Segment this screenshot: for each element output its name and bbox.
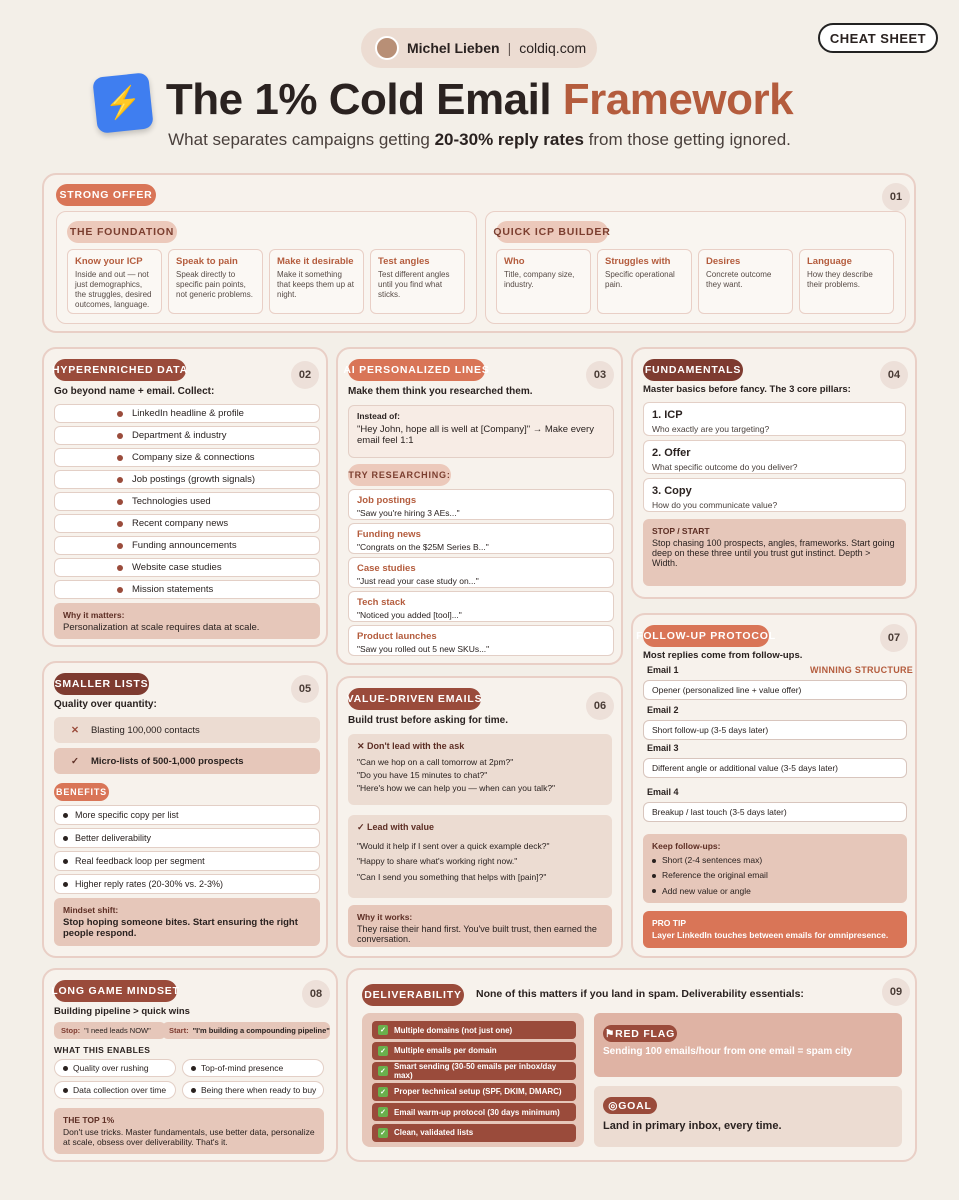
section-lead: Make them think you researched them. bbox=[348, 386, 533, 397]
enable-item bbox=[54, 1059, 176, 1077]
item-heading: Make it desirable bbox=[277, 256, 354, 267]
start-label: Start: bbox=[169, 1026, 189, 1035]
checkmark-icon: ✓ bbox=[378, 1107, 388, 1117]
dont-box bbox=[348, 734, 612, 805]
item-heading: Struggles with bbox=[605, 256, 671, 267]
keep-text: Short (2-4 sentences max) bbox=[662, 855, 763, 865]
item-heading: Who bbox=[504, 256, 525, 267]
pillar-desc: How do you communicate value? bbox=[652, 500, 778, 510]
research-heading: Product launches bbox=[357, 631, 437, 642]
dont-line: "Do you have 15 minutes to chat?" bbox=[357, 769, 488, 780]
stop-pill bbox=[54, 1022, 166, 1039]
foundation-item bbox=[269, 249, 364, 314]
research-heading: Funding news bbox=[357, 529, 421, 540]
item-desc: Concrete outcome they want. bbox=[706, 270, 772, 289]
enable-item bbox=[182, 1081, 324, 1099]
essential-text: Email warm-up protocol (30 days minimum) bbox=[394, 1107, 560, 1117]
data-item-text: Recent company news bbox=[132, 518, 229, 529]
do-line: "Happy to share what's working right now." bbox=[357, 856, 518, 867]
checkmark-icon: ✓ bbox=[378, 1046, 388, 1056]
tip-text: Layer LinkedIn touches between emails for omnipresence. bbox=[652, 930, 889, 940]
pillar-desc: What specific outcome do you deliver? bbox=[652, 462, 798, 472]
essential-item bbox=[372, 1062, 576, 1080]
essential-text: Smart sending (30-50 emails per inbox/day max) bbox=[393, 1062, 557, 1080]
section-number: 05 bbox=[291, 675, 319, 703]
lightning-bolt-icon: ⚡ bbox=[92, 72, 154, 134]
bullet bbox=[117, 477, 123, 483]
research-example: "Saw you rolled out 5 new SKUs..." bbox=[357, 644, 490, 654]
pillar-heading: 3. Copy bbox=[652, 485, 692, 497]
icp-item bbox=[597, 249, 692, 314]
top-text: Don't use tricks. Master fundamentals, use better data, personalize at scale, obsess over deliverability. That's it. bbox=[63, 1127, 315, 1147]
flag-icon: ⚑ bbox=[604, 1027, 616, 1040]
target-icon: ◎ bbox=[608, 1099, 619, 1112]
section-strong-offer bbox=[42, 173, 916, 333]
item-heading: Desires bbox=[706, 256, 741, 267]
email-step-field: Opener (personalized line + value offer) bbox=[643, 680, 907, 700]
essential-item bbox=[372, 1124, 576, 1142]
item-desc: Inside and out — not just demographics, the struggles, desired outcomes, language. bbox=[75, 270, 152, 309]
pro-tip-box bbox=[643, 911, 907, 948]
essential-item bbox=[372, 1042, 576, 1060]
bullet bbox=[63, 859, 68, 864]
top-one-percent-box bbox=[54, 1108, 324, 1154]
item-desc: Make it something that keeps them up at night. bbox=[277, 270, 354, 299]
mindset-text: Stop hoping someone bites. Start ensuring the right people respond. bbox=[63, 917, 298, 939]
section-number: 07 bbox=[880, 624, 908, 652]
keep-text: Add new value or angle bbox=[662, 885, 751, 896]
title-accent: Framework bbox=[562, 75, 794, 124]
essential-item bbox=[372, 1103, 576, 1121]
data-item-row bbox=[54, 426, 320, 445]
benefit-item bbox=[54, 851, 320, 871]
section-lead: Building pipeline > quick wins bbox=[54, 1006, 190, 1017]
data-item-text: Job postings (growth signals) bbox=[132, 474, 256, 485]
email-label: Email 2 bbox=[647, 705, 679, 715]
enables-heading: WHAT THIS ENABLES bbox=[54, 1045, 151, 1055]
icp-tag: QUICK ICP BUILDER bbox=[496, 221, 608, 243]
checkmark-icon: ✓ bbox=[378, 1066, 388, 1076]
enable-text: Being there when ready to buy bbox=[201, 1085, 317, 1095]
mindset-box bbox=[54, 898, 320, 946]
section-tag: STRONG OFFER bbox=[56, 184, 156, 206]
bullet bbox=[117, 499, 123, 505]
section-lead: None of this matters if you land in spam. Deliverability essentials: bbox=[476, 988, 804, 1000]
bullet bbox=[63, 1088, 68, 1093]
benefit-item bbox=[54, 805, 320, 825]
section-tag: FUNDAMENTALS bbox=[643, 359, 743, 381]
goal-tag bbox=[603, 1097, 657, 1114]
icp-item bbox=[496, 249, 591, 314]
icp-item bbox=[698, 249, 793, 314]
foundation-tag: THE FOUNDATION bbox=[67, 221, 177, 243]
why-text: Personalization at scale requires data at scale. bbox=[63, 622, 260, 633]
section-number: 01 bbox=[882, 183, 910, 211]
stop-start-box bbox=[643, 519, 906, 586]
bullet bbox=[191, 1088, 196, 1093]
instead-text: "Hey John, hope all is well at [Company]" → Make every email feel 1:1 bbox=[357, 424, 594, 446]
research-heading: Case studies bbox=[357, 563, 416, 574]
stop-text: Stop chasing 100 prospects, angles, frameworks. Start going deep on these three until you trust gut instinct. Depth > Width. bbox=[652, 538, 895, 568]
keep-text: Reference the original email bbox=[662, 870, 768, 881]
essential-text: Clean, validated lists bbox=[394, 1128, 474, 1137]
bullet bbox=[117, 411, 123, 417]
essential-item bbox=[372, 1021, 576, 1039]
do-heading bbox=[357, 822, 603, 833]
essential-text: Proper technical setup (SPF, DKIM, DMARC) bbox=[394, 1087, 562, 1096]
data-item-text: Mission statements bbox=[132, 584, 214, 595]
item-heading: Speak to pain bbox=[176, 256, 238, 267]
section-long-game bbox=[42, 968, 338, 1162]
essential-text: Multiple domains (not just one) bbox=[394, 1025, 513, 1035]
data-item-text: LinkedIn headline & profile bbox=[132, 408, 244, 419]
why-box bbox=[348, 905, 612, 947]
research-example: "Saw you're hiring 3 AEs..." bbox=[357, 508, 460, 518]
foundation-item bbox=[67, 249, 162, 314]
subtitle-bold: 20-30% reply rates bbox=[434, 130, 584, 149]
divider: | bbox=[507, 40, 512, 56]
winning-structure-label: WINNING STRUCTURE bbox=[810, 665, 914, 675]
research-item bbox=[348, 523, 614, 554]
stop-heading: STOP / START bbox=[652, 526, 710, 536]
item-heading: Know your ICP bbox=[75, 256, 143, 267]
site-link[interactable]: coldiq.com bbox=[519, 40, 587, 56]
check-icon: ✓ bbox=[71, 755, 79, 767]
data-item-row bbox=[54, 470, 320, 489]
email-step-field: Breakup / last touch (3-5 days later) bbox=[643, 802, 907, 822]
data-item-row bbox=[54, 448, 320, 467]
research-heading: Tech stack bbox=[357, 597, 406, 608]
start-pill bbox=[162, 1022, 330, 1039]
do-line: "Would it help if I sent over a quick example deck?" bbox=[357, 841, 550, 851]
red-flag-text: Sending 100 emails/hour from one email = spam city bbox=[603, 1046, 853, 1057]
item-desc: Speak directly to specific pain points, not generic problems. bbox=[176, 270, 253, 299]
data-item-row bbox=[54, 514, 320, 533]
x-icon: ✕ bbox=[71, 724, 79, 736]
data-item-row bbox=[54, 404, 320, 423]
avatar bbox=[375, 36, 399, 60]
section-lead: Go beyond name + email. Collect: bbox=[54, 386, 215, 397]
foundation-item bbox=[370, 249, 465, 314]
enable-item bbox=[182, 1059, 324, 1077]
good-text: Micro-lists of 500-1,000 prospects bbox=[90, 755, 244, 767]
bullet bbox=[63, 1066, 68, 1071]
section-hyperenriched-data bbox=[42, 347, 328, 647]
section-number: 09 bbox=[882, 978, 910, 1006]
checkmark-icon: ✓ bbox=[378, 1128, 388, 1138]
title-main: The 1% Cold Email bbox=[165, 75, 563, 124]
section-tag: AI PERSONALIZED LINES bbox=[348, 359, 485, 381]
email-step-field: Different angle or additional value (3-5 days later) bbox=[643, 758, 907, 778]
keep-item bbox=[652, 884, 898, 899]
red-flag-label: RED FLAG bbox=[615, 1027, 676, 1040]
item-desc: Test different angles until you find what sticks. bbox=[378, 270, 450, 299]
essential-text: Multiple emails per domain bbox=[394, 1046, 497, 1055]
why-heading: Why it matters: bbox=[63, 610, 125, 620]
data-item-row bbox=[54, 536, 320, 555]
top-heading: THE TOP 1% bbox=[63, 1115, 115, 1125]
data-item-text: Technologies used bbox=[132, 496, 211, 507]
research-example: "Noticed you added [tool]..." bbox=[357, 610, 462, 620]
stop-label: Stop: bbox=[61, 1026, 81, 1035]
section-tag: SMALLER LISTS bbox=[54, 673, 149, 695]
benefit-text: Better deliverability bbox=[75, 833, 152, 843]
enable-item bbox=[54, 1081, 176, 1099]
section-number: 04 bbox=[880, 361, 908, 389]
section-tag: DELIVERABILITY bbox=[362, 984, 464, 1006]
benefit-text: Real feedback loop per segment bbox=[75, 856, 205, 866]
pillar-icp bbox=[643, 402, 906, 436]
pillar-heading: 2. Offer bbox=[652, 447, 691, 459]
item-heading: Test angles bbox=[378, 256, 430, 267]
data-item-text: Company size & connections bbox=[132, 452, 255, 463]
bullet bbox=[117, 543, 123, 549]
section-tag: LONG GAME MINDSET bbox=[54, 980, 177, 1002]
page-subtitle bbox=[0, 130, 959, 150]
section-tag: HYPERENRICHED DATA bbox=[54, 359, 186, 381]
bullet bbox=[63, 813, 68, 818]
research-item bbox=[348, 557, 614, 588]
why-box bbox=[54, 603, 320, 639]
dont-heading bbox=[357, 741, 603, 752]
checkmark-icon: ✓ bbox=[378, 1025, 388, 1035]
do-box bbox=[348, 815, 612, 898]
benefit-text: More specific copy per list bbox=[75, 810, 179, 820]
check-icon: ✓ bbox=[357, 822, 368, 832]
bullet bbox=[652, 859, 656, 863]
section-tag: FOLLOW-UP PROTOCOL bbox=[643, 625, 769, 647]
author-pill[interactable] bbox=[361, 28, 597, 68]
enable-text: Quality over rushing bbox=[73, 1063, 149, 1073]
bullet bbox=[117, 455, 123, 461]
research-example: "Just read your case study on..." bbox=[357, 576, 479, 586]
dont-heading-text: Don't lead with the ask bbox=[367, 741, 465, 751]
data-item-text: Department & industry bbox=[132, 430, 227, 441]
section-number: 03 bbox=[586, 361, 614, 389]
instead-of-box bbox=[348, 405, 614, 458]
section-follow-up bbox=[631, 613, 917, 958]
item-heading: Language bbox=[807, 256, 852, 267]
research-item bbox=[348, 489, 614, 520]
enable-text: Top-of-mind presence bbox=[201, 1063, 284, 1073]
section-number: 08 bbox=[302, 980, 330, 1008]
item-desc: Title, company size, industry. bbox=[504, 270, 575, 289]
subtitle-pre: What separates campaigns getting bbox=[168, 130, 435, 149]
cheat-sheet-badge: CHEAT SHEET bbox=[818, 23, 938, 53]
enable-text: Data collection over time bbox=[73, 1085, 167, 1095]
keep-item bbox=[652, 868, 898, 883]
why-text: They raise their hand first. You've built trust, then earned the conversation. bbox=[357, 924, 597, 944]
research-example: "Congrats on the $25M Series B..." bbox=[357, 542, 489, 552]
pillar-heading: 1. ICP bbox=[652, 409, 683, 421]
bullet bbox=[652, 874, 656, 878]
keep-heading: Keep follow-ups: bbox=[652, 841, 721, 851]
goal-label: GOAL bbox=[618, 1099, 652, 1112]
stop-value: "I need leads NOW" bbox=[84, 1026, 151, 1035]
bullet bbox=[117, 565, 123, 571]
benefits-tag: BENEFITS bbox=[54, 783, 109, 801]
section-number: 06 bbox=[586, 692, 614, 720]
foundation-item bbox=[168, 249, 263, 314]
email-label: Email 3 bbox=[647, 743, 679, 753]
section-ai-personalized bbox=[336, 347, 623, 665]
bullet bbox=[191, 1066, 196, 1071]
dont-line: "Can we hop on a call tomorrow at 2pm?" bbox=[357, 757, 514, 767]
checkmark-icon: ✓ bbox=[378, 1087, 388, 1097]
email-label: Email 4 bbox=[647, 787, 679, 797]
author-name: Michel Lieben bbox=[407, 40, 500, 56]
email-label: Email 1 bbox=[647, 665, 679, 675]
benefit-item bbox=[54, 874, 320, 894]
research-heading: Job postings bbox=[357, 495, 417, 506]
section-lead: Build trust before asking for time. bbox=[348, 715, 509, 726]
data-item-text: Website case studies bbox=[132, 562, 222, 573]
data-item-row bbox=[54, 580, 320, 599]
data-item-row bbox=[54, 558, 320, 577]
email-step-field: Short follow-up (3-5 days later) bbox=[643, 720, 907, 740]
bad-text: Blasting 100,000 contacts bbox=[90, 724, 200, 736]
bullet bbox=[117, 433, 123, 439]
icp-item bbox=[799, 249, 894, 314]
mindset-heading: Mindset shift: bbox=[63, 905, 119, 915]
icp-builder-panel bbox=[485, 211, 906, 324]
item-desc: Specific operational pain. bbox=[605, 270, 675, 289]
pillar-copy bbox=[643, 478, 906, 512]
dont-line: "Here's how we can help you — when can you talk?" bbox=[357, 782, 556, 793]
foundation-panel bbox=[56, 211, 477, 324]
data-item-text: Funding announcements bbox=[132, 540, 237, 551]
research-item bbox=[348, 591, 614, 622]
section-smaller-lists bbox=[42, 661, 328, 958]
keep-item bbox=[652, 853, 898, 868]
x-icon: ✕ bbox=[357, 741, 368, 751]
start-value: "I'm building a compounding pipeline" bbox=[192, 1026, 330, 1035]
red-flag-box bbox=[594, 1013, 902, 1077]
bullet bbox=[117, 521, 123, 527]
section-deliverability bbox=[346, 968, 917, 1162]
bullet bbox=[63, 836, 68, 841]
do-line: "Can I send you something that helps with [pain]?" bbox=[357, 871, 547, 882]
benefit-text: Higher reply rates (20-30% vs. 2-3%) bbox=[75, 879, 224, 889]
pillar-desc: Who exactly are you targeting? bbox=[652, 424, 770, 434]
section-lead: Quality over quantity: bbox=[54, 699, 157, 710]
subtitle-post: from those getting ignored. bbox=[583, 130, 791, 149]
bullet bbox=[117, 587, 123, 593]
section-lead: Most replies come from follow-ups. bbox=[643, 650, 803, 661]
section-tag: VALUE-DRIVEN EMAILS bbox=[348, 688, 481, 710]
section-value-driven bbox=[336, 676, 623, 958]
goal-text: Land in primary inbox, every time. bbox=[603, 1120, 782, 1132]
red-flag-tag bbox=[603, 1025, 677, 1042]
benefit-item bbox=[54, 828, 320, 848]
keep-box bbox=[643, 834, 907, 903]
do-heading-text: Lead with value bbox=[367, 822, 435, 832]
try-researching-tag: TRY RESEARCHING: bbox=[348, 464, 451, 486]
bullet bbox=[63, 882, 68, 887]
section-number: 02 bbox=[291, 361, 319, 389]
data-item-row bbox=[54, 492, 320, 511]
why-heading: Why it works: bbox=[357, 912, 413, 922]
pillar-offer bbox=[643, 440, 906, 474]
section-lead: Master basics before fancy. The 3 core pillars: bbox=[643, 384, 851, 395]
item-desc: How they describe their problems. bbox=[807, 270, 873, 289]
bullet bbox=[652, 889, 656, 893]
page-title bbox=[0, 75, 959, 125]
essential-item bbox=[372, 1083, 576, 1101]
good-example bbox=[54, 748, 320, 774]
section-fundamentals bbox=[631, 347, 917, 599]
instead-heading: Instead of: bbox=[357, 411, 400, 421]
tip-heading: PRO TIP bbox=[652, 918, 687, 928]
bad-example bbox=[54, 717, 320, 743]
goal-box bbox=[594, 1086, 902, 1147]
research-item bbox=[348, 625, 614, 656]
